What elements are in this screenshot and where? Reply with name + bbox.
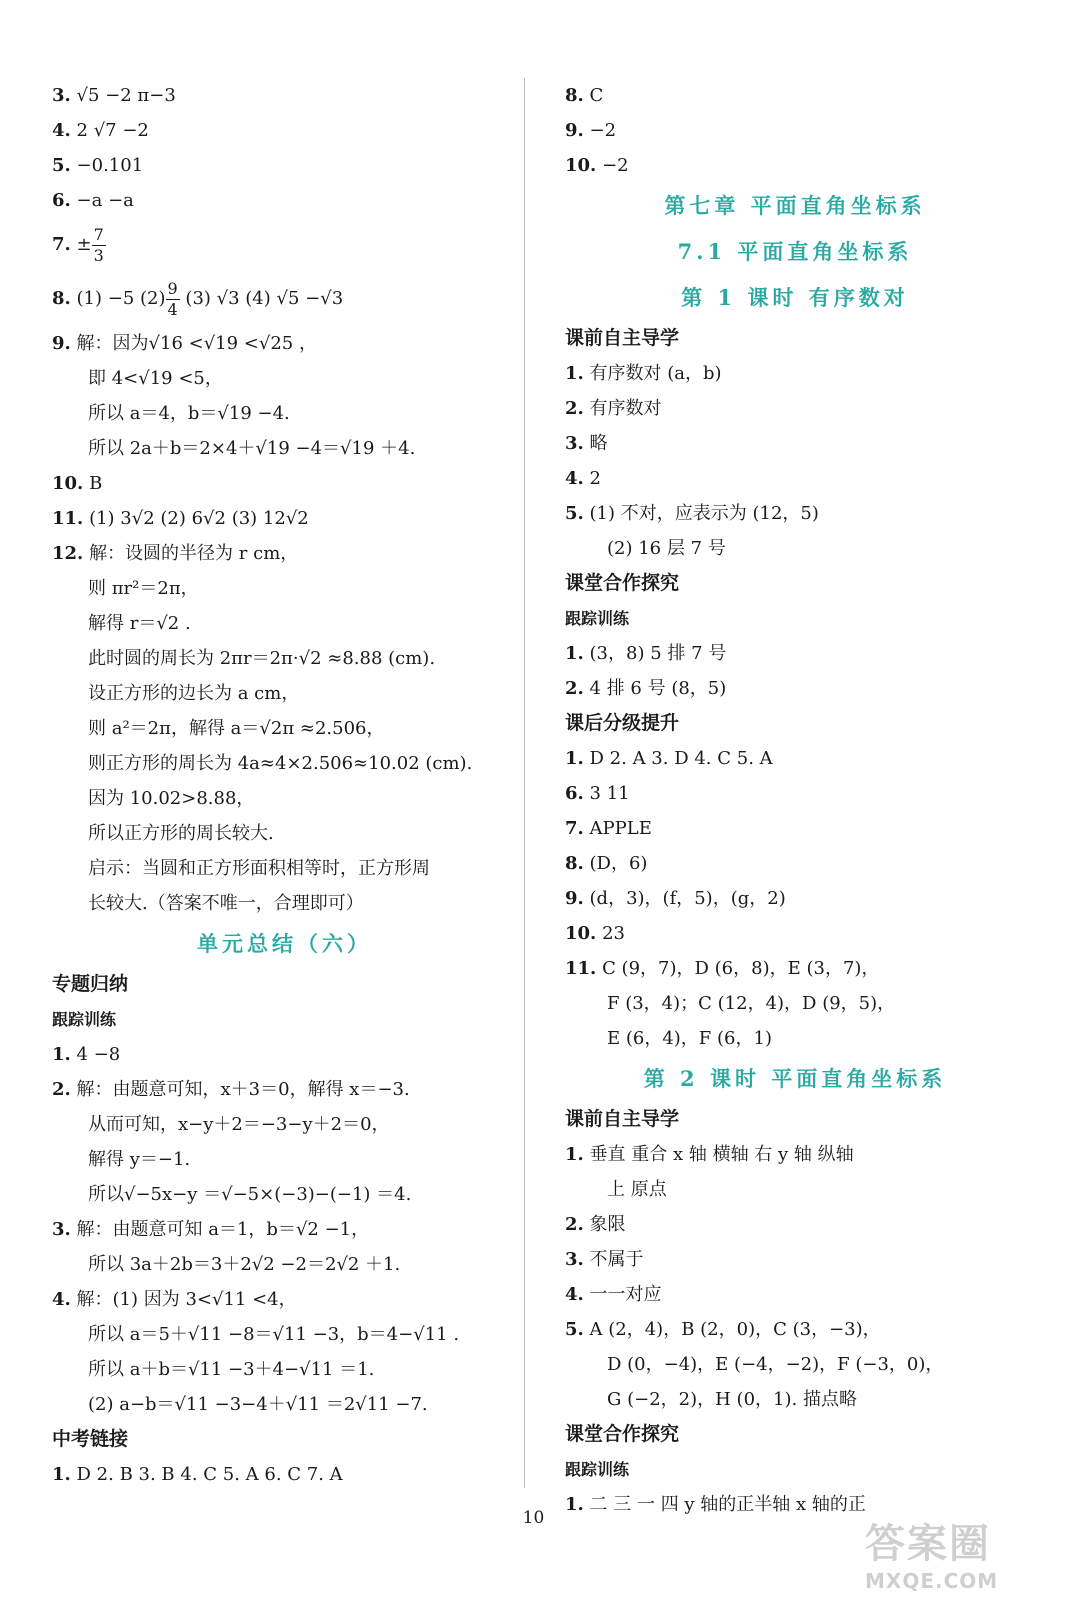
answer-text: APPLE	[589, 818, 652, 839]
answer-line	[52, 326, 517, 361]
question-number: 11.	[52, 508, 84, 529]
section-heading: 课前自主导学	[565, 327, 680, 349]
page-number: 10	[522, 1508, 545, 1528]
answer-line	[565, 496, 1025, 531]
answer-line	[565, 426, 1025, 461]
answer-text: 象限	[589, 1214, 626, 1235]
section-heading: 课后分级提升	[565, 712, 680, 734]
section-title: 第 2 课时 平面直角坐标系	[643, 1066, 947, 1091]
question-number: 2.	[565, 1214, 584, 1235]
fraction-denominator: 4	[167, 299, 178, 319]
answer-line	[52, 1037, 517, 1072]
answer-text: 解：由题意可知 a＝1，b＝√2 −1，	[76, 1219, 370, 1240]
question-number: 6.	[565, 783, 584, 804]
answer-line	[565, 951, 1025, 986]
answer-text: (1) −5 (2)	[76, 288, 166, 309]
answer-line	[565, 113, 1025, 148]
answer-text: 上 原点	[607, 1179, 667, 1200]
answer-text: E (6，4)，F (6，1)	[607, 1028, 772, 1049]
answer-line	[52, 536, 517, 571]
answer-text: C (9，7)，D (6，8)，E (3，7)，	[602, 958, 880, 979]
answer-text: 解：由题意可知，x＋3＝0，解得 x＝−3.	[76, 1079, 410, 1100]
question-number: 8.	[565, 85, 584, 106]
answer-text: B	[89, 473, 103, 494]
watermark-site: MXQE.COM	[865, 1569, 999, 1593]
answer-text: (2) a−b＝√11 −3−4＋√11 ＝2√11 −7.	[88, 1394, 428, 1415]
answer-text: A (2，4)，B (2，0)，C (3，−3)，	[589, 1319, 881, 1340]
answer-line	[565, 776, 1025, 811]
answer-text: F (3，4)；C (12，4)，D (9，5)，	[607, 993, 896, 1014]
answer-text: 有序数对 (a，b)	[589, 363, 722, 384]
answer-line	[565, 1312, 1025, 1347]
section-title: 单元总结（六）	[197, 931, 372, 956]
answer-line	[565, 986, 1025, 1021]
answer-line	[52, 641, 517, 676]
section-title: 7.1 平面直角坐标系	[677, 239, 913, 264]
answer-text: 2 √7 −2	[76, 120, 149, 141]
section-heading: 课前自主导学	[565, 1108, 680, 1130]
answer-text: D 2. A 3. D 4. C 5. A	[589, 748, 773, 769]
answer-text: 解得 r＝√2 .	[88, 613, 191, 634]
question-number: 4.	[565, 1284, 584, 1305]
answer-text: (1) 不对，应表示为 (12，5)	[589, 503, 819, 524]
answer-text: 启示：当圆和正方形面积相等时，正方形周	[88, 858, 430, 879]
answer-line	[565, 811, 1025, 846]
answer-text: 23	[602, 923, 625, 944]
answer-text: 所以 2a＋b＝2×4＋√19 −4＝√19 ＋4.	[88, 438, 416, 459]
answer-line	[565, 1277, 1025, 1312]
answer-text: −2	[589, 120, 617, 141]
answer-line	[52, 571, 517, 606]
answer-text: 此时圆的周长为 2πr＝2π·√2 ≈8.88 (cm).	[88, 648, 436, 669]
question-number: 8.	[565, 853, 584, 874]
answer-text: (1) 3√2 (2) 6√2 (3) 12√2	[89, 508, 309, 529]
question-number: 1.	[565, 748, 584, 769]
question-number: 3.	[565, 433, 584, 454]
question-number: 9.	[52, 333, 71, 354]
answer-text: 二 三 一 四 y 轴的正半轴 x 轴的正	[589, 1494, 866, 1515]
answer-line	[565, 1021, 1025, 1056]
question-number: 5.	[565, 1319, 584, 1340]
answer-line	[52, 501, 517, 536]
answer-text: √5 −2 π−3	[76, 85, 176, 106]
question-number: 4.	[565, 468, 584, 489]
answer-text: 一一对应	[589, 1284, 662, 1305]
subsection-heading: 跟踪训练	[565, 1460, 630, 1479]
answer-line	[52, 606, 517, 641]
answer-text: 所以 a＋b＝√11 −3＋4−√11 ＝1.	[88, 1359, 375, 1380]
answer-line	[52, 1247, 517, 1282]
answer-line	[565, 881, 1025, 916]
question-number: 1.	[565, 363, 584, 384]
answer-text: 4 排 6 号 (8，5)	[589, 678, 727, 699]
answer-text: 4 −8	[76, 1044, 121, 1065]
answer-line	[565, 916, 1025, 951]
answer-text: 所以 3a＋2b＝3＋2√2 −2＝2√2 ＋1.	[88, 1254, 401, 1275]
answer-line	[52, 1142, 517, 1177]
answer-text: 即 4<√19 <5，	[88, 368, 223, 389]
question-number: 1.	[565, 1144, 584, 1165]
question-number: 7.	[52, 234, 71, 255]
question-number: 1.	[565, 1494, 584, 1515]
answer-text: (3，8) 5 排 7 号	[589, 643, 727, 664]
answer-line	[565, 531, 1025, 566]
question-number: 12.	[52, 543, 84, 564]
question-number: 6.	[52, 190, 71, 211]
section-heading: 课堂合作探究	[565, 1423, 680, 1445]
question-number: 8.	[52, 288, 71, 309]
answer-text: 所以 a＝4，b＝√19 −4.	[88, 403, 290, 424]
answer-line	[52, 148, 517, 183]
answer-line	[52, 1317, 517, 1352]
question-number: 5.	[565, 503, 584, 524]
answer-text: 有序数对	[589, 398, 662, 419]
answer-line	[52, 711, 517, 746]
answer-text: 所以 a＝5＋√11 −8＝√11 −3，b＝4−√11 .	[88, 1324, 460, 1345]
section-heading: 中考链接	[52, 1428, 129, 1450]
answer-text: 解：因为√16 <√19 <√25 ，	[76, 333, 317, 354]
answer-text: 则正方形的周长为 4a≈4×2.506≈10.02 (cm).	[88, 753, 473, 774]
answer-line	[565, 636, 1025, 671]
answer-line	[565, 461, 1025, 496]
answer-line	[52, 272, 517, 326]
section-heading: 专题归纳	[52, 973, 129, 995]
question-number: 10.	[565, 155, 597, 176]
question-number: 3.	[565, 1249, 584, 1270]
question-number: 4.	[52, 120, 71, 141]
question-number: 2.	[565, 678, 584, 699]
answer-line	[565, 1382, 1025, 1417]
watermark-logo	[865, 1512, 1055, 1592]
answer-line	[565, 1242, 1025, 1277]
answer-text: C	[589, 85, 604, 106]
question-number: 9.	[565, 888, 584, 909]
answer-line	[565, 1347, 1025, 1382]
answer-text: ±	[76, 234, 92, 255]
answer-line	[565, 671, 1025, 706]
answer-text: 所以√−5x−y ＝√−5×(−3)−(−1) ＝4.	[88, 1184, 412, 1205]
answer-text: 长较大.（答案不唯一，合理即可）	[88, 893, 364, 914]
left-column	[52, 78, 517, 1492]
fraction	[92, 225, 106, 266]
question-number: 3.	[52, 85, 71, 106]
question-number: 1.	[565, 643, 584, 664]
answer-line	[565, 78, 1025, 113]
question-number: 11.	[565, 958, 597, 979]
answer-line	[52, 851, 517, 886]
question-number: 4.	[52, 1289, 71, 1310]
answer-text: 则 πr²＝2π，	[88, 578, 199, 599]
answer-line	[52, 746, 517, 781]
watermark-logo-text: 答案圈	[865, 1521, 991, 1567]
question-number: 1.	[52, 1044, 71, 1065]
answer-text: 略	[589, 433, 608, 454]
answer-text: D (0，−4)，E (−4，−2)，F (−3，0)，	[607, 1354, 944, 1375]
subsection-heading: 跟踪训练	[52, 1010, 117, 1029]
answer-line	[52, 1457, 517, 1492]
question-number: 7.	[565, 818, 584, 839]
answer-text: 垂直 重合 x 轴 横轴 右 y 轴 纵轴	[589, 1144, 854, 1165]
question-number: 3.	[52, 1219, 71, 1240]
answer-text: 2	[589, 468, 601, 489]
question-number: 9.	[565, 120, 584, 141]
answer-text: 从而可知，x−y＋2＝−3−y＋2＝0，	[88, 1114, 390, 1135]
section-title: 第 1 课时 有序数对	[681, 285, 909, 310]
answer-line	[52, 183, 517, 218]
right-column	[565, 78, 1025, 1522]
answer-line	[565, 391, 1025, 426]
answer-line	[52, 1352, 517, 1387]
answer-line	[565, 1172, 1025, 1207]
answer-text: (D，6)	[589, 853, 648, 874]
fraction-numerator: 7	[93, 224, 104, 244]
answer-line	[52, 1072, 517, 1107]
answer-text: (d，3)，(f，5)，(g，2)	[589, 888, 786, 909]
question-number: 2.	[52, 1079, 71, 1100]
answer-line	[52, 1282, 517, 1317]
fraction-denominator: 3	[93, 245, 104, 265]
answer-line	[52, 361, 517, 396]
section-heading: 课堂合作探究	[565, 572, 680, 594]
answer-line	[565, 741, 1025, 776]
answer-text: 因为 10.02>8.88，	[88, 788, 255, 809]
fraction-numerator: 9	[167, 278, 178, 298]
section-title: 第七章 平面直角坐标系	[664, 193, 926, 218]
answer-text: 3 11	[589, 783, 630, 804]
answer-text: −a −a	[76, 190, 134, 211]
question-number: 5.	[52, 155, 71, 176]
answer-text: 解：设圆的半径为 r cm，	[89, 543, 299, 564]
answer-text: D 2. B 3. B 4. C 5. A 6. C 7. A	[76, 1464, 343, 1485]
answer-line	[52, 816, 517, 851]
answer-line	[565, 356, 1025, 391]
answer-line	[52, 1107, 517, 1142]
answer-line	[52, 676, 517, 711]
answer-text: 设正方形的边长为 a cm，	[88, 683, 300, 704]
question-number: 10.	[52, 473, 84, 494]
column-divider	[524, 78, 525, 1488]
answer-line	[52, 431, 517, 466]
answer-line	[52, 1387, 517, 1422]
question-number: 10.	[565, 923, 597, 944]
fraction	[166, 279, 180, 320]
answer-text: G (−2，2)，H (0，1). 描点略	[607, 1389, 857, 1410]
answer-text: 则 a²＝2π，解得 a＝√2π ≈2.506，	[88, 718, 385, 739]
answer-line	[565, 1137, 1025, 1172]
answer-line	[52, 1177, 517, 1212]
answer-text: 解：(1) 因为 3<√11 <4，	[76, 1289, 297, 1310]
answer-text: −0.101	[76, 155, 144, 176]
answer-line	[52, 781, 517, 816]
subsection-heading: 跟踪训练	[565, 609, 630, 628]
answer-text-continued: (3) √3 (4) √5 −√3	[179, 288, 344, 309]
answer-line	[52, 466, 517, 501]
answer-text: (2) 16 层 7 号	[607, 538, 726, 559]
answer-line	[52, 218, 517, 272]
question-number: 1.	[52, 1464, 71, 1485]
answer-line	[52, 886, 517, 921]
answer-text: −2	[602, 155, 629, 176]
answer-line	[52, 78, 517, 113]
answer-line	[565, 846, 1025, 881]
answer-line	[52, 1212, 517, 1247]
answer-text: 所以正方形的周长较大.	[88, 823, 274, 844]
answer-line	[52, 396, 517, 431]
answer-text: 不属于	[589, 1249, 644, 1270]
answer-line	[565, 148, 1025, 183]
answer-line	[52, 113, 517, 148]
answer-line	[565, 1207, 1025, 1242]
question-number: 2.	[565, 398, 584, 419]
answer-text: 解得 y＝−1.	[88, 1149, 191, 1170]
